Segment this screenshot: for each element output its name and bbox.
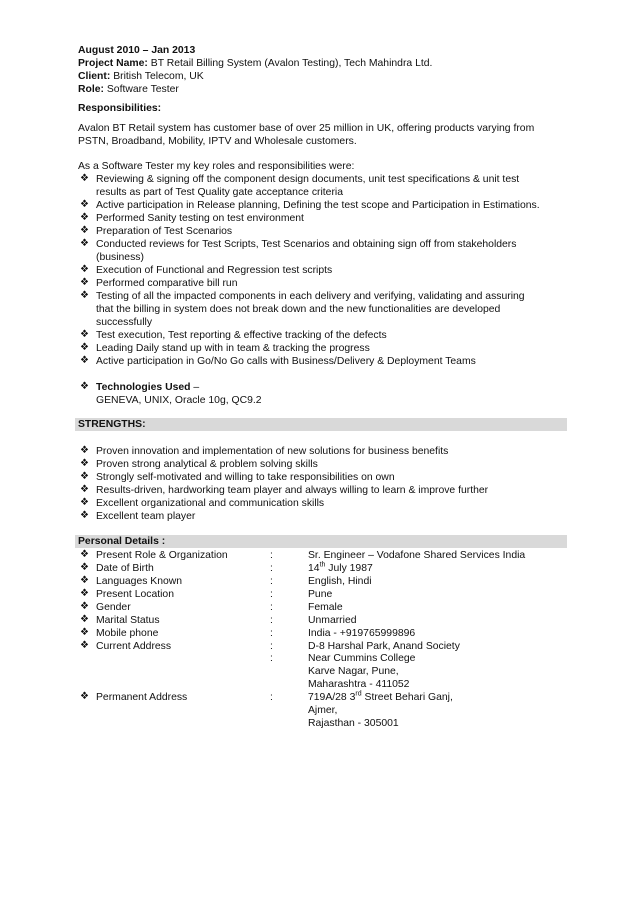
project-description-line-2: PSTN, Broadband, Mobility, IPTV and Wholesale customers. [78,136,357,147]
colon-separator: : [270,653,273,664]
personal-detail-label: Languages Known [96,576,183,587]
diamond-bullet-icon: ❖ [80,199,89,210]
strengths-section-bar [75,418,567,431]
personal-detail-label: Gender [96,602,131,613]
diamond-bullet-icon: ❖ [80,355,89,366]
diamond-bullet-icon: ❖ [80,562,89,573]
diamond-bullet-icon: ❖ [80,212,89,223]
colon-separator: : [270,692,273,703]
responsibility-item-line: Testing of all the impacted components in each delivery and verifying, validating and assuring [96,291,525,302]
responsibility-item-line: Active participation in Release planning, Defining the test scope and Participation in Estimations. [96,200,540,211]
responsibility-item-line: Active participation in Go/No Go calls with Business/Delivery & Deployment Teams [96,356,476,367]
personal-details-heading: Personal Details : [78,536,166,547]
diamond-bullet-icon: ❖ [80,458,89,469]
personal-detail-value: Sr. Engineer – Vodafone Shared Services India [308,550,526,561]
diamond-bullet-icon: ❖ [80,601,89,612]
diamond-bullet-icon: ❖ [80,627,89,638]
personal-detail-value: D-8 Harshal Park, Anand Society [308,641,460,652]
responsibility-item-line: successfully [96,317,153,328]
role-line: Role: Software Tester [78,84,179,95]
current-address-line-4: Maharashtra - 411052 [308,679,410,690]
strength-item: Proven strong analytical & problem solving skills [96,459,318,470]
permanent-address-line-2: Ajmer, [308,705,338,716]
diamond-bullet-icon: ❖ [80,277,89,288]
strength-item: Excellent team player [96,511,196,522]
diamond-bullet-icon: ❖ [80,588,89,599]
diamond-bullet-icon: ❖ [80,264,89,275]
responsibility-item-line: Leading Daily stand up with in team & tracking the progress [96,343,370,354]
diamond-bullet-icon: ❖ [80,238,89,249]
diamond-bullet-icon: ❖ [80,510,89,521]
diamond-bullet-icon: ❖ [80,575,89,586]
technologies-heading: Technologies Used – [96,382,200,393]
personal-detail-label: Present Role & Organization [96,550,228,561]
permanent-address-line-1: 719A/28 3rd Street Behari Ganj, [308,690,453,703]
colon-separator: : [270,602,273,613]
responsibility-item-line: Conducted reviews for Test Scripts, Test Scenarios and obtaining sign off from stakeholders [96,239,517,250]
diamond-bullet-icon: ❖ [80,497,89,508]
colon-separator: : [270,550,273,561]
responsibility-item-line: Reviewing & signing off the component design documents, unit test specifications & unit test [96,174,520,185]
responsibility-item-line: that the billing in system does not break down and the new functionalities are developed [96,304,501,315]
project-description-line-1: Avalon BT Retail system has customer base of over 25 million in UK, offering products varying from [78,123,535,134]
personal-detail-value: India - +919765999896 [308,628,416,639]
strength-item: Proven innovation and implementation of new solutions for business benefits [96,446,449,457]
strengths-heading: STRENGTHS: [78,419,146,430]
responsibility-item-line: Preparation of Test Scenarios [96,226,233,237]
responsibility-item-line: Performed comparative bill run [96,278,238,289]
diamond-bullet-icon: ❖ [80,640,89,651]
technologies-value: GENEVA, UNIX, Oracle 10g, QC9.2 [96,395,262,406]
responsibilities-heading: Responsibilities: [78,103,162,114]
project-name-line: Project Name: BT Retail Billing System (Avalon Testing), Tech Mahindra Ltd. [78,58,433,69]
responsibility-item-line: (business) [96,252,144,263]
diamond-bullet-icon: ❖ [80,381,89,392]
responsibility-item-line: Test execution, Test reporting & effective tracking of the defects [96,330,387,341]
diamond-bullet-icon: ❖ [80,173,89,184]
strength-item: Strongly self-motivated and willing to take responsibilities on own [96,472,395,483]
responsibilities-lead: As a Software Tester my key roles and responsibilities were: [78,161,355,172]
diamond-bullet-icon: ❖ [80,614,89,625]
current-address-line-2: Near Cummins College [308,653,416,664]
current-address-line-3: Karve Nagar, Pune, [308,666,399,677]
personal-detail-label: Current Address [96,641,172,652]
colon-separator: : [270,563,273,574]
personal-detail-label: Marital Status [96,615,160,626]
diamond-bullet-icon: ❖ [80,549,89,560]
responsibility-item-line: Performed Sanity testing on test environment [96,213,304,224]
personal-detail-label: Mobile phone [96,628,159,639]
diamond-bullet-icon: ❖ [80,290,89,301]
colon-separator: : [270,589,273,600]
personal-detail-label: Date of Birth [96,563,154,574]
strength-item: Excellent organizational and communication skills [96,498,325,509]
diamond-bullet-icon: ❖ [80,225,89,236]
diamond-bullet-icon: ❖ [80,445,89,456]
client-line: Client: British Telecom, UK [78,71,204,82]
employment-period: August 2010 – Jan 2013 [78,45,196,56]
diamond-bullet-icon: ❖ [80,691,89,702]
personal-details-section-bar [75,535,567,548]
diamond-bullet-icon: ❖ [80,342,89,353]
strength-item: Results-driven, hardworking team player and always willing to learn & improve further [96,485,489,496]
responsibility-item-line: Execution of Functional and Regression test scripts [96,265,333,276]
personal-detail-value: Unmarried [308,615,357,626]
colon-separator: : [270,641,273,652]
personal-detail-value: Female [308,602,343,613]
colon-separator: : [270,615,273,626]
colon-separator: : [270,576,273,587]
diamond-bullet-icon: ❖ [80,471,89,482]
personal-detail-label: Present Location [96,589,174,600]
personal-detail-value: Pune [308,589,333,600]
diamond-bullet-icon: ❖ [80,484,89,495]
personal-detail-value: 14th July 1987 [308,561,373,574]
colon-separator: : [270,628,273,639]
permanent-address-label: Permanent Address [96,692,188,703]
responsibility-item-line: results as part of Test Quality gate acceptance criteria [96,187,343,198]
diamond-bullet-icon: ❖ [80,329,89,340]
personal-detail-value: English, Hindi [308,576,372,587]
permanent-address-line-3: Rajasthan - 305001 [308,718,399,729]
